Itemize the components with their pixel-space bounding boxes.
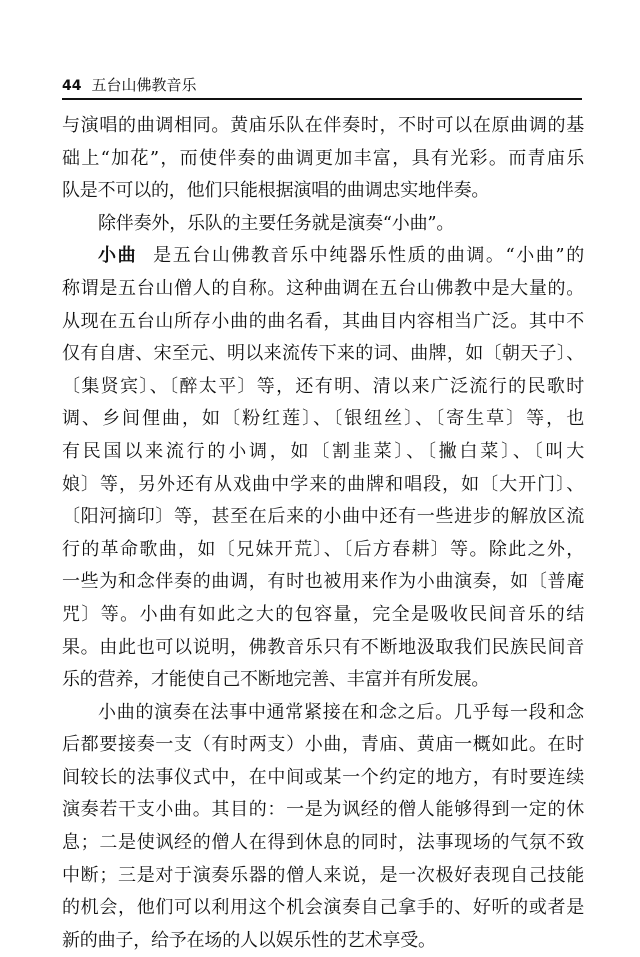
- line-text: 息；二是使讽经的僧人在得到休息的同时，法事现场的气氛不致: [62, 832, 584, 854]
- text-line: [62, 469, 584, 502]
- text-line: [62, 273, 584, 306]
- line-text: 果。由此也可以说明，佛教音乐只有不断地汲取我们民族民间音: [62, 636, 584, 658]
- line-text: 演奏若干支小曲。其目的：一是为讽经的僧人能够得到一定的休: [62, 799, 584, 821]
- line-text: 是五台山佛教音乐中纯器乐性质的曲调。“小曲”的: [153, 245, 584, 267]
- text-line: [62, 403, 584, 436]
- line-text: 有民国以来流行的小调，如〔割韭菜〕、〔撇白菜〕、〔叫大: [62, 440, 584, 462]
- line-text: 与演唱的曲调相同。黄庙乐队在伴奏时，不时可以在原曲调的基: [62, 115, 584, 136]
- line-text: 〔阳河摘印〕等，甚至在后来的小曲中还有一些进步的解放区流: [62, 506, 584, 528]
- text-line: [62, 794, 584, 827]
- line-text: 行的革命歌曲，如〔兄妹开荒〕、〔后方春耕〕等。除此之外，: [62, 538, 584, 560]
- text-line: [62, 566, 584, 599]
- line-text: 从现在五台山所存小曲的曲名看，其曲目内容相当广泛。其中不: [62, 310, 584, 332]
- running-title: 五台山佛教音乐: [91, 76, 197, 94]
- text-line: [62, 338, 584, 371]
- page-number: 44: [62, 78, 82, 94]
- line-text: 中断；三是对于演奏乐器的僧人来说，是一次极好表现自己技能: [62, 864, 584, 886]
- line-text: 小曲的演奏在法事中通常紧接在和念之后。几乎每一段和念: [98, 701, 584, 723]
- line-text: 称谓是五台山僧人的自称。这种曲调在五台山佛教中是大量的。: [62, 277, 584, 299]
- text-line: [62, 240, 584, 273]
- text-line: [62, 925, 584, 957]
- line-text: 队是不可以的，他们只能根据演唱的曲调忠实地伴奏。: [62, 180, 490, 202]
- line-text: 〔集贤宾〕、〔醉太平〕等，还有明、清以来广泛流行的民歌时: [62, 375, 584, 397]
- page-header: [62, 76, 582, 95]
- line-text: 间较长的法事仪式中，在中间或某一个约定的地方，有时要连续: [62, 766, 584, 788]
- text-line: [62, 306, 584, 339]
- text-line: [62, 143, 584, 176]
- text-line: [62, 436, 584, 469]
- text-line: [62, 599, 584, 632]
- text-line: [62, 632, 584, 665]
- header-rule: [62, 98, 582, 100]
- text-line: [62, 664, 584, 697]
- line-text: 的机会，他们可以利用这个机会演奏自己拿手的、好听的或者是: [62, 897, 584, 919]
- line-text: 调、乡间俚曲，如〔粉红莲〕、〔银纽丝〕、〔寄生草〕等，也: [62, 408, 584, 430]
- term-heading: 小曲: [98, 245, 138, 267]
- text-line: [62, 175, 584, 208]
- text-line: [62, 501, 584, 534]
- line-text: 乐的营养，才能使自己不断地完善、丰富并有所发展。: [62, 669, 490, 691]
- text-line: [62, 110, 584, 143]
- text-line: [62, 729, 584, 762]
- text-line: [62, 860, 584, 893]
- line-text: 后都要接奏一支（有时两支）小曲，青庙、黄庙一概如此。在时: [62, 734, 584, 756]
- line-text: 娘〕等，另外还有从戏曲中学来的曲牌和唱段，如〔大开门〕、: [62, 473, 584, 495]
- text-line: [62, 534, 584, 567]
- text-line: [62, 892, 584, 925]
- text-line: [62, 697, 584, 730]
- line-text: 咒〕等。小曲有如此之大的包容量，完全是吸收民间音乐的结: [62, 603, 584, 625]
- text-line: [62, 208, 584, 241]
- text-line: [62, 762, 584, 795]
- text-line: [62, 371, 584, 404]
- line-text: 础上“加花”，而使伴奏的曲调更加丰富，具有光彩。而青庙乐: [62, 147, 584, 169]
- line-text: 仅有自唐、宋至元、明以来流传下来的词、曲牌，如〔朝天子〕、: [62, 343, 584, 365]
- line-text: 一些为和念伴奏的曲调，有时也被用来作为小曲演奏，如〔普庵: [62, 571, 584, 593]
- text-line: [62, 827, 584, 860]
- line-text: 除伴奏外，乐队的主要任务就是演奏“小曲”。: [98, 212, 455, 234]
- body-text: [62, 110, 584, 957]
- line-text: 新的曲子，给予在场的人以娱乐性的艺术享受。: [62, 929, 436, 951]
